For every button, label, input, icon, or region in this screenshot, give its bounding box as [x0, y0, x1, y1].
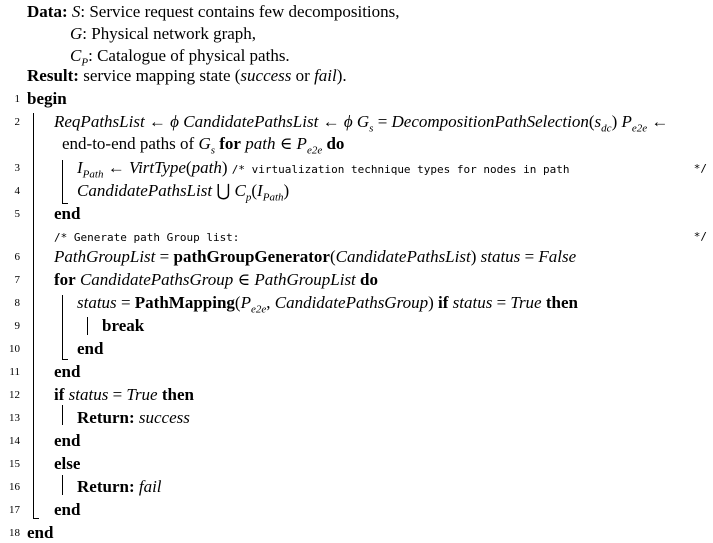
- line-number: 13: [9, 412, 20, 424]
- line-14: [54, 431, 80, 451]
- data-line-s: Data: S: Service request contains few decompositions,: [27, 2, 400, 21]
- result-text-b: ).: [336, 66, 347, 85]
- comment-generate-group: /* Generate path Group list:: [54, 231, 240, 244]
- data-g-description: Physical network graph,: [91, 24, 257, 43]
- line-number: 18: [9, 527, 20, 539]
- result-text-a: service mapping state (: [83, 66, 241, 85]
- keyword-for: for: [219, 134, 241, 153]
- keyword-return: Return:: [77, 408, 135, 427]
- symbol-g: G: [70, 24, 83, 43]
- val-false: False: [538, 247, 577, 266]
- line-number: 12: [9, 389, 20, 401]
- line-number: 5: [14, 208, 20, 220]
- var-candidatepathslist: CandidatePathsList: [335, 247, 471, 266]
- line-18: [27, 523, 53, 543]
- line-8: status = $PathMapping(P_{e2e}$, CandidatePathsGroup) if status = True then: [77, 293, 578, 316]
- keyword-break: break: [102, 316, 145, 335]
- result-fail: fail: [314, 66, 337, 85]
- line-12: if status = True then: [54, 385, 194, 404]
- data-line-cp: $C_P$: Catalogue of physical paths.: [70, 46, 290, 69]
- line-number: 8: [14, 297, 20, 309]
- keyword-then: then: [161, 385, 194, 404]
- line-15: [54, 454, 80, 474]
- line-number: 14: [9, 435, 20, 447]
- line-number: 11: [9, 366, 20, 378]
- line-13: [77, 408, 190, 428]
- line-2: ReqPathsList ← ϕ CandidatePathsList ← ϕ $G_s$ = $DecompositionPathSelection(s_{dc})$ $P_{e2e}$ ←: [54, 112, 669, 135]
- val-true: True: [126, 385, 158, 404]
- keyword-end: end: [27, 523, 54, 542]
- result-success: success: [240, 66, 292, 85]
- line-number: 16: [9, 481, 20, 493]
- block-hook-main: [33, 518, 39, 519]
- line-4: CandidatePathsList ⋃ $C_p(I_{Path})$: [77, 181, 290, 204]
- data-s-description: Service request contains few decompositions,: [89, 2, 400, 21]
- var-path: path: [191, 158, 222, 177]
- var-path: path: [245, 134, 276, 153]
- keyword-end: end: [54, 431, 81, 450]
- line-6: PathGroupList = pathGroupGenerator(CandidatePathsList) status = False: [54, 247, 577, 266]
- block-bar-for-1: [62, 160, 63, 203]
- line-number: 3: [14, 162, 20, 174]
- fn-pathgroupgenerator: pathGroupGenerator: [173, 247, 330, 266]
- line-17: [54, 500, 80, 520]
- result-label: Result:: [27, 66, 79, 85]
- val-true: True: [510, 293, 542, 312]
- keyword-end: end: [77, 339, 104, 358]
- var-candidatepathslist: CandidatePathsList: [77, 181, 213, 200]
- result-or: or: [291, 66, 315, 85]
- var-status: status: [68, 385, 109, 404]
- block-bar-else: [62, 475, 63, 495]
- keyword-do: do: [326, 134, 345, 153]
- keyword-if: if: [54, 385, 65, 404]
- block-bar-main: [33, 113, 34, 518]
- line-16: [77, 477, 162, 497]
- line-number: 1: [14, 93, 20, 105]
- line-5: [54, 204, 80, 224]
- keyword-else: else: [54, 454, 81, 473]
- keyword-end: end: [54, 204, 81, 223]
- var-candidatepathsgroup: CandidatePathsGroup: [274, 293, 429, 312]
- block-bar-for-2: [62, 295, 63, 359]
- line-number: 17: [9, 504, 20, 516]
- line-number: 10: [9, 343, 20, 355]
- line-3: $I_{Path}$ ← VirtType(path) /* virtualization technique types for nodes in path: [77, 158, 570, 181]
- var-status: status: [452, 293, 493, 312]
- var-candidatepathslist: CandidatePathsList: [183, 112, 319, 131]
- line-2-cont-text: end-to-end paths of: [62, 134, 199, 153]
- symbol-cp: $C_P$: [70, 46, 89, 69]
- data-line-g: G: Physical network graph,: [70, 24, 257, 43]
- line-number: 2: [14, 116, 20, 128]
- block-bar-if-1: [87, 317, 88, 335]
- var-reqpathslist: ReqPathsList: [54, 112, 145, 131]
- line-number: 6: [14, 251, 20, 263]
- keyword-end: end: [54, 500, 81, 519]
- comment-end: */: [693, 162, 707, 175]
- block-bar-if-2: [62, 405, 63, 425]
- line-2-cont: end-to-end paths of $G_s$ for path ∈ $P_{e2e}$ do: [62, 134, 345, 157]
- data-label: Data:: [27, 2, 68, 21]
- fn-virttype: VirtType: [128, 158, 186, 177]
- symbol-s: S: [71, 2, 81, 21]
- keyword-do: do: [360, 270, 378, 289]
- comment-row: [54, 226, 239, 248]
- keyword-then: then: [545, 293, 578, 312]
- data-cp-description: Catalogue of physical paths.: [97, 46, 290, 65]
- comment-virtualization: /* virtualization technique types for nodes in path: [231, 163, 570, 176]
- line-number: 9: [14, 320, 20, 332]
- fn-pathmapping: PathMapping: [134, 293, 235, 312]
- keyword-return: Return:: [77, 477, 135, 496]
- line-7: for CandidatePathsGroup ∈ PathGroupList do: [54, 270, 378, 289]
- var-pathgrouplist: PathGroupList: [254, 270, 356, 289]
- keyword-end: end: [54, 362, 81, 381]
- line-number: 7: [14, 274, 20, 286]
- line-9: [102, 316, 144, 336]
- line-number: 4: [14, 185, 20, 197]
- fn-decomposition: DecompositionPathSelection: [391, 112, 589, 131]
- val-fail: fail: [138, 477, 162, 496]
- keyword-if: if: [438, 293, 449, 312]
- keyword-begin: begin: [27, 89, 67, 108]
- keyword-for: for: [54, 270, 76, 289]
- line-number: 15: [9, 458, 20, 470]
- result-line: [27, 66, 347, 86]
- block-hook-for-2: [62, 359, 68, 360]
- line-10: [77, 339, 103, 359]
- comment-end: */: [693, 230, 707, 243]
- line-11: [54, 362, 80, 382]
- var-status: status: [480, 247, 521, 266]
- var-candidatepathsgroup: CandidatePathsGroup: [79, 270, 234, 289]
- var-status: status: [77, 293, 117, 312]
- var-pathgrouplist: PathGroupList: [54, 247, 156, 266]
- line-1: [27, 89, 67, 109]
- val-success: success: [138, 408, 190, 427]
